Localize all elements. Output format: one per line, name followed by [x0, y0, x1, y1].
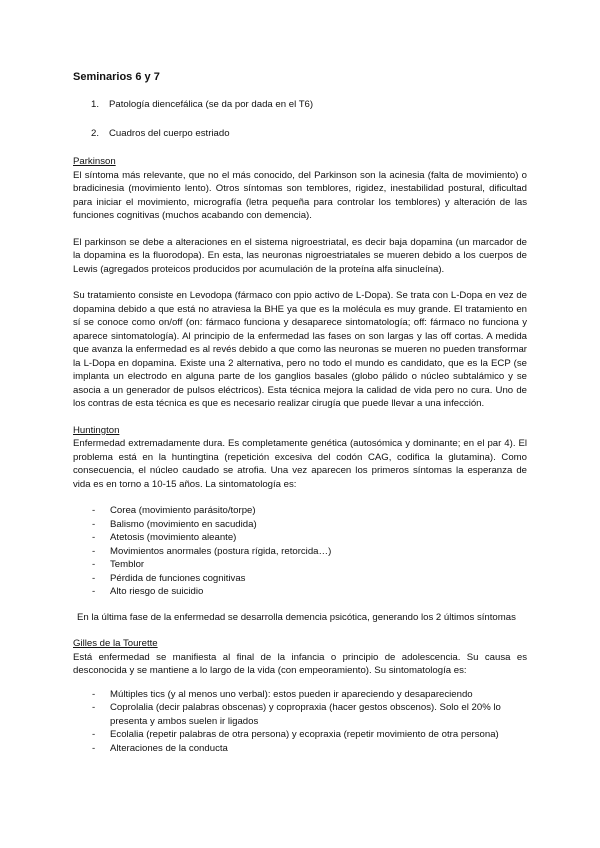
list-item — [73, 688, 527, 702]
paragraph: En la última fase de la enfermedad se desarrolla demencia psicótica, generando los 2 últimos síntomas — [77, 611, 516, 623]
list-item-text: Temblor — [110, 559, 145, 570]
bullet-marker: - — [92, 505, 96, 516]
bullet-marker: - — [92, 586, 96, 597]
list-item — [73, 545, 527, 559]
list-item — [73, 728, 527, 742]
item-number: 1. — [91, 99, 100, 110]
bullet-marker: - — [92, 545, 96, 557]
document-page — [73, 70, 527, 767]
list-item — [73, 504, 527, 518]
list-item — [73, 742, 527, 756]
list-item-text: Alto riesgo de suicidio — [110, 586, 204, 597]
item-text: Patología diencefálica (se da por dada en el T6) — [109, 99, 314, 110]
bullet-marker: - — [92, 532, 96, 543]
list-item — [73, 585, 527, 599]
section-heading-huntington: Huntington — [73, 424, 120, 436]
section-heading-parkinson: Parkinson — [73, 156, 116, 167]
list-item-text: Alteraciones de la conducta — [110, 742, 228, 754]
bullet-marker: - — [92, 559, 96, 570]
bullet-marker: - — [92, 702, 96, 713]
numbered-item — [73, 127, 527, 141]
list-item — [73, 518, 527, 532]
list-item-text: Balismo (movimiento en sacudida) — [110, 518, 257, 530]
bullet-marker: - — [92, 729, 96, 740]
item-number: 2. — [91, 127, 100, 139]
item-text: Cuadros del cuerpo estriado — [109, 127, 230, 139]
list-item-text: Coprolalia (decir palabras obscenas) y copropraxia (hacer gestos obscenos). Solo el 20% lo presenta y ambos suelen ir ligados — [110, 702, 501, 727]
numbered-item — [73, 98, 527, 112]
list-item-text: Múltiples tics (y al menos uno verbal): estos pueden ir apareciendo y desapareciendo — [110, 688, 473, 700]
list-item — [73, 701, 527, 728]
list-item — [73, 558, 527, 572]
list-item-text: Movimientos anormales (postura rígida, retorcida…) — [110, 545, 332, 557]
list-item-text: Ecolalia (repetir palabras de otra persona) y ecopraxia (repetir movimiento de otra persona) — [110, 729, 499, 740]
paragraph: El síntoma más relevante, que no el más conocido, del Parkinson son la acinesia (falta de movimiento) o bradicinesia (movimiento lento). Otros síntomas son temblores, rigidez, inestabilidad postural, dificultad para iniciar el movimiento, micrografía (letra pequeña para controlar los temblores) y alteración de las funciones cognitivas (muchos acabando con demencia). — [73, 169, 527, 221]
paragraph: Enfermedad extremadamente dura. Es completamente genética (autosómica y dominante; en el par 4). El problema está en la huntingtina (repetición excesiva del codón CAG, codifica la glutamina). Como consecuencia, el núcleo caudado se atrofia. Una vez aparecen los primeros síntomas la esperanza de vida es en torno a 10-15 años. La sintomatología es: — [73, 438, 527, 490]
paragraph: El parkinson se debe a alteraciones en el sistema nigroestriatal, es decir baja dopamina (un marcador de la dopamina es la fluorodopa). En esta, las neuronas nigroestriatales se mueren debido a los cuerpos de Lewis (agregados proteicos producidos por acumulación de la proteína alfa sinucleína). — [73, 236, 527, 275]
paragraph: Está enfermedad se manifiesta al final de la infancia o principio de adolescencia. Su causa es desconocida y se mantiene a lo largo de la vida (con empeoramiento). Su sintomatología es: — [73, 651, 527, 676]
bullet-marker: - — [92, 518, 96, 530]
bullet-marker: - — [92, 572, 96, 584]
list-item-text: Atetosis (movimiento aleante) — [110, 532, 237, 543]
numbered-list — [73, 98, 527, 140]
paragraph: Su tratamiento consiste en Levodopa (fármaco con ppio activo de L-Dopa). Se trata con L-Dopa en vez de dopamina debido a que está no atraviesa la BHE ya que es la molécula es muy grande. El tratamiento en sí se conoce como on/off (on: fármaco funciona y desaparece sintomatología; off: fármaco no funciona y aparece sintomatología). Al principio de la enfermedad las fases on son largas y las off cortas. A medida que avanza la enfermedad es al revés debido a que como las neuronas se mueren no pueden transformar la L-Dopa en dopamina. Existe una 2 alternativa, pero no todo el mundo es candidato, que es la ECP (se implanta un electrodo en alguna parte de los ganglios basales (globo pálido o núcleo subtalámico y se asocia a un generador de pulsos eléctricos). Esta técnica mejora la calidad de vida pero no cura. Uno de los contras de esta técnica es que es necesario realizar cirugía que puede llevar a una infección. — [73, 290, 527, 409]
bullet-marker: - — [92, 742, 96, 754]
list-item — [73, 572, 527, 586]
bullet-list — [73, 504, 527, 599]
bullet-marker: - — [92, 688, 96, 700]
list-item-text: Pérdida de funciones cognitivas — [110, 572, 246, 584]
bullet-list — [73, 688, 527, 756]
document-title: Seminarios 6 y 7 — [73, 71, 160, 83]
section-heading-tourette: Gilles de la Tourette — [73, 638, 158, 649]
list-item — [73, 531, 527, 545]
list-item-text: Corea (movimiento parásito/torpe) — [110, 505, 256, 516]
